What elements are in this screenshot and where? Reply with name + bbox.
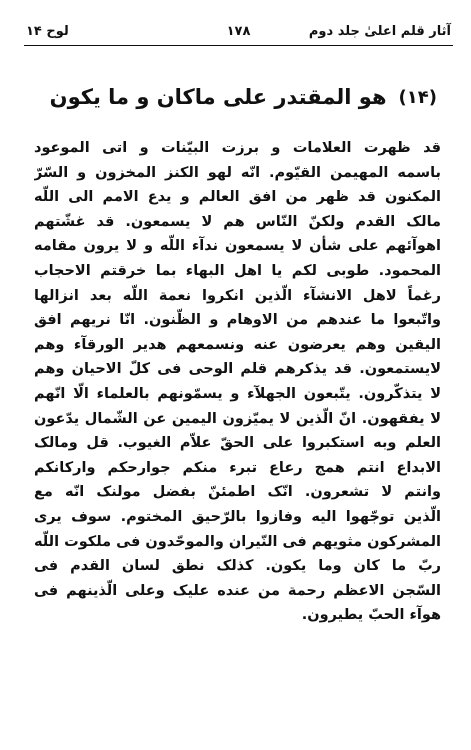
tablet-body bbox=[34, 136, 441, 628]
tablet-label: لوح ۱۴ bbox=[26, 23, 69, 39]
body-line: وانتم لا تشعرون. انّک اطمئنّ بفضل مولنک انّه مع bbox=[34, 484, 441, 501]
body-line: رغماً لاهل الانشآء الّذین انکروا نعمة اللّه بعد انزالها bbox=[34, 287, 441, 304]
tablet-number: (۱۴) bbox=[398, 86, 437, 108]
body-line: الّذین توجّهوا الیه وفازوا بالرّحیق المختوم. سوف یری bbox=[34, 508, 441, 525]
page-number: ۱۷۸ bbox=[226, 23, 251, 39]
body-line: المکنون قد ظهر من افق العالم و یدع الامم الی اللّه bbox=[34, 189, 441, 206]
body-line: لا یفقهون. انّ الّذین لا یمیّزون الیمین عن الشّمال یدّعون bbox=[34, 410, 441, 427]
header-rule bbox=[24, 45, 453, 46]
running-header bbox=[26, 20, 451, 42]
body-line: واتّبعوا ما عندهم من الاوهام و الظّنون. انّا نریهم افق bbox=[34, 312, 441, 329]
body-line: الیقین وهم یعرضون عنه ونسمعهم هدیر الورقآء وهم bbox=[34, 336, 441, 353]
body-line: اهوآئهم علی شأن لا یسمعون ندآء اللّه و لا یرون مقامه bbox=[34, 238, 441, 255]
body-line: ربّ ما کان وما یکون. کذلک نطق لسان القدم فی bbox=[34, 558, 441, 575]
body-line: الابداع انتم همج رعاع تبرء منکم جوارحکم وارکانکم bbox=[34, 459, 441, 476]
book-title: آثار قلم اعلیٰ جلد دوم bbox=[308, 23, 451, 39]
body-line: هوآء الحبّ یطیرون. bbox=[301, 607, 441, 624]
body-line: لایستمعون. قد یذکرهم قلم الوحی فی کلّ الاحیان وهم bbox=[34, 361, 441, 378]
body-line: المحمود. طوبی لکم یا اهل البهاء بما خرقتم الاحجاب bbox=[34, 262, 441, 279]
tablet-title: هو المقتدر علی ماکان و ما یکون bbox=[49, 85, 387, 109]
body-line: العلم وبه استکبروا علی الحقّ علاّم الغیوب. قل ومالک bbox=[34, 435, 441, 452]
body-line: لا یتذکّرون. یتّبعون الجهلآء و یسمّونهم بالعلماء الّا انّهم bbox=[34, 385, 441, 402]
body-line: السّجن الاعظم رحمة من عنده علیک وعلی الّذینهم فی bbox=[34, 582, 441, 599]
body-line: المشرکون مثویهم فی النّیران والموحّدون فی ملکوت اللّه bbox=[34, 533, 441, 550]
body-line: مالک القدم ولکنّ النّاس هم لا یسمعون. قد غشّتهم bbox=[34, 213, 441, 230]
body-line: قد ظهرت العلامات و برزت البیّنات و اتی الموعود bbox=[34, 140, 441, 156]
tablet-heading bbox=[40, 80, 437, 114]
body-line: باسمه المهیمن القیّوم. انّه لهو الکنز المخزون و السّرّ bbox=[34, 164, 441, 181]
